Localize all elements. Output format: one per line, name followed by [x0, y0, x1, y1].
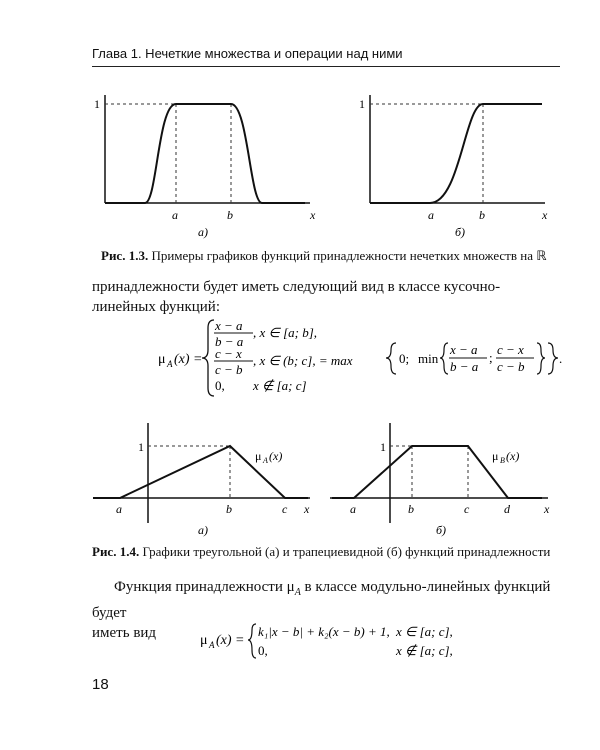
f1-frac4-den: c − b: [497, 359, 525, 374]
f1-frac2-num: c − x: [215, 346, 242, 361]
fig14-right-sublabel: б): [436, 523, 447, 537]
fig14-left-mu: μ: [255, 449, 262, 463]
fig14-left-b-label: b: [226, 502, 232, 516]
f1-frac1-num: x − a: [215, 318, 243, 333]
fig13-left-curve: [105, 104, 305, 203]
formula-modular-linear: [200, 620, 480, 665]
fig14-right-mu: μ: [492, 449, 499, 463]
fig13-caption-text: Примеры графиков функций принадлежности нечетких множеств на ℝ: [151, 248, 547, 263]
f1-max-lbrace: [386, 343, 396, 374]
fig14-left-a-label: a: [116, 502, 122, 516]
f1-frac4-num: c − x: [497, 342, 524, 357]
fig14-left-plot: [88, 418, 328, 548]
fig13-left-plot: [90, 90, 320, 240]
f1-min-rbrace: [537, 343, 545, 374]
f1-row3: 0,: [215, 378, 225, 393]
paragraph-2-text-a: Функция принадлежности μ: [114, 579, 295, 595]
f1-max-rbrace: [548, 343, 558, 374]
f1-sep: ;: [489, 350, 493, 365]
fig14-left-x-label: x: [304, 502, 310, 516]
fig14-right-b-label: b: [408, 502, 414, 516]
fig14-caption-text: Графики треугольной (а) и трапециевидной (б) функций принадлежности: [142, 544, 551, 559]
f1-cond3: x ∉ [a; c]: [253, 378, 307, 393]
fig13-right-y1: 1: [359, 97, 365, 111]
f1-cond1: , x ∈ [a; b],: [253, 325, 318, 340]
fig14-right-c-label: c: [464, 502, 470, 516]
fig14-left-muarg: (x): [269, 449, 283, 463]
fig14-left-y1: 1: [138, 440, 144, 454]
fig13-right-curve: [370, 104, 542, 203]
f1-cond2: , x ∈ (b; c], = max: [253, 353, 353, 368]
f2-cond1: x ∈ [a; c],: [396, 624, 453, 639]
fig13-right-x-label: x: [542, 208, 548, 222]
paragraph-2-line2: иметь вид: [92, 625, 157, 641]
f1-brace: [202, 320, 214, 396]
f1-frac3-num: x − a: [450, 342, 478, 357]
f2-row1: k₁|x − b| + k₂(x − b) + 1,: [258, 624, 390, 639]
fig14-right-plot: [320, 418, 560, 548]
header-rule: [92, 66, 560, 67]
fig14-right-a-label: a: [350, 502, 356, 516]
paragraph-2-line1: [92, 577, 560, 623]
f2-arg: (x) =: [216, 633, 245, 648]
fig14-left-musub: A: [263, 456, 268, 465]
fig13-right-plot: [355, 90, 585, 240]
f2-mu: μ: [200, 633, 208, 648]
f1-min-lbrace: [440, 343, 448, 374]
f1-mu: μ: [158, 352, 166, 367]
fig14-left-c-label: c: [282, 502, 288, 516]
paragraph-2-sub: A: [294, 587, 301, 598]
fig13-right-a-label: a: [428, 208, 434, 222]
f1-zero: 0;: [399, 351, 410, 366]
f2-row2: 0,: [258, 643, 268, 658]
fig13-right-b-label: b: [479, 208, 485, 222]
page-number: 18: [92, 676, 109, 693]
f1-min: min: [418, 351, 439, 366]
fig14-right-y1: 1: [380, 440, 386, 454]
fig13-left-a-label: a: [172, 208, 178, 222]
paragraph-2-text-b: в классе модульно-линейных функций будет: [92, 579, 551, 621]
f2-brace: [248, 624, 256, 658]
fig13-caption: [101, 248, 547, 264]
formula-piecewise-linear: [150, 318, 570, 398]
f1-frac1-den: b − a: [215, 334, 244, 349]
fig13-left-x-label: x: [310, 208, 316, 222]
fig14-right-x-label: x: [544, 502, 550, 516]
f1-end: .: [559, 351, 563, 366]
fig13-right-sublabel: б): [455, 225, 466, 239]
fig14-left-sublabel: а): [198, 523, 208, 537]
paragraph-1: принадлежности будет иметь следующий вид в классе кусочно-линейных функций:: [92, 279, 501, 315]
f1-arg: (x) =: [174, 352, 203, 367]
f1-frac2-den: c − b: [215, 362, 243, 377]
fig14-right-d-label: d: [504, 502, 510, 516]
fig13-left-sublabel: а): [198, 225, 208, 239]
f1-frac3-den: b − a: [450, 359, 479, 374]
f1-mu-sub: A: [167, 359, 173, 369]
fig13-left-y1: 1: [94, 97, 100, 111]
fig13-caption-label: Рис. 1.3.: [101, 248, 149, 263]
f2-mu-sub: A: [209, 640, 215, 650]
fig13-left-b-label: b: [227, 208, 233, 222]
fig14-right-musub: B: [500, 456, 505, 465]
fig14-caption: [92, 544, 550, 560]
fig14-caption-label: Рис. 1.4.: [92, 544, 140, 559]
fig14-right-muarg: (x): [506, 449, 520, 463]
running-header: Глава 1. Нечеткие множества и операции над ними: [92, 46, 403, 61]
f2-cond2: x ∉ [a; c],: [396, 643, 453, 658]
